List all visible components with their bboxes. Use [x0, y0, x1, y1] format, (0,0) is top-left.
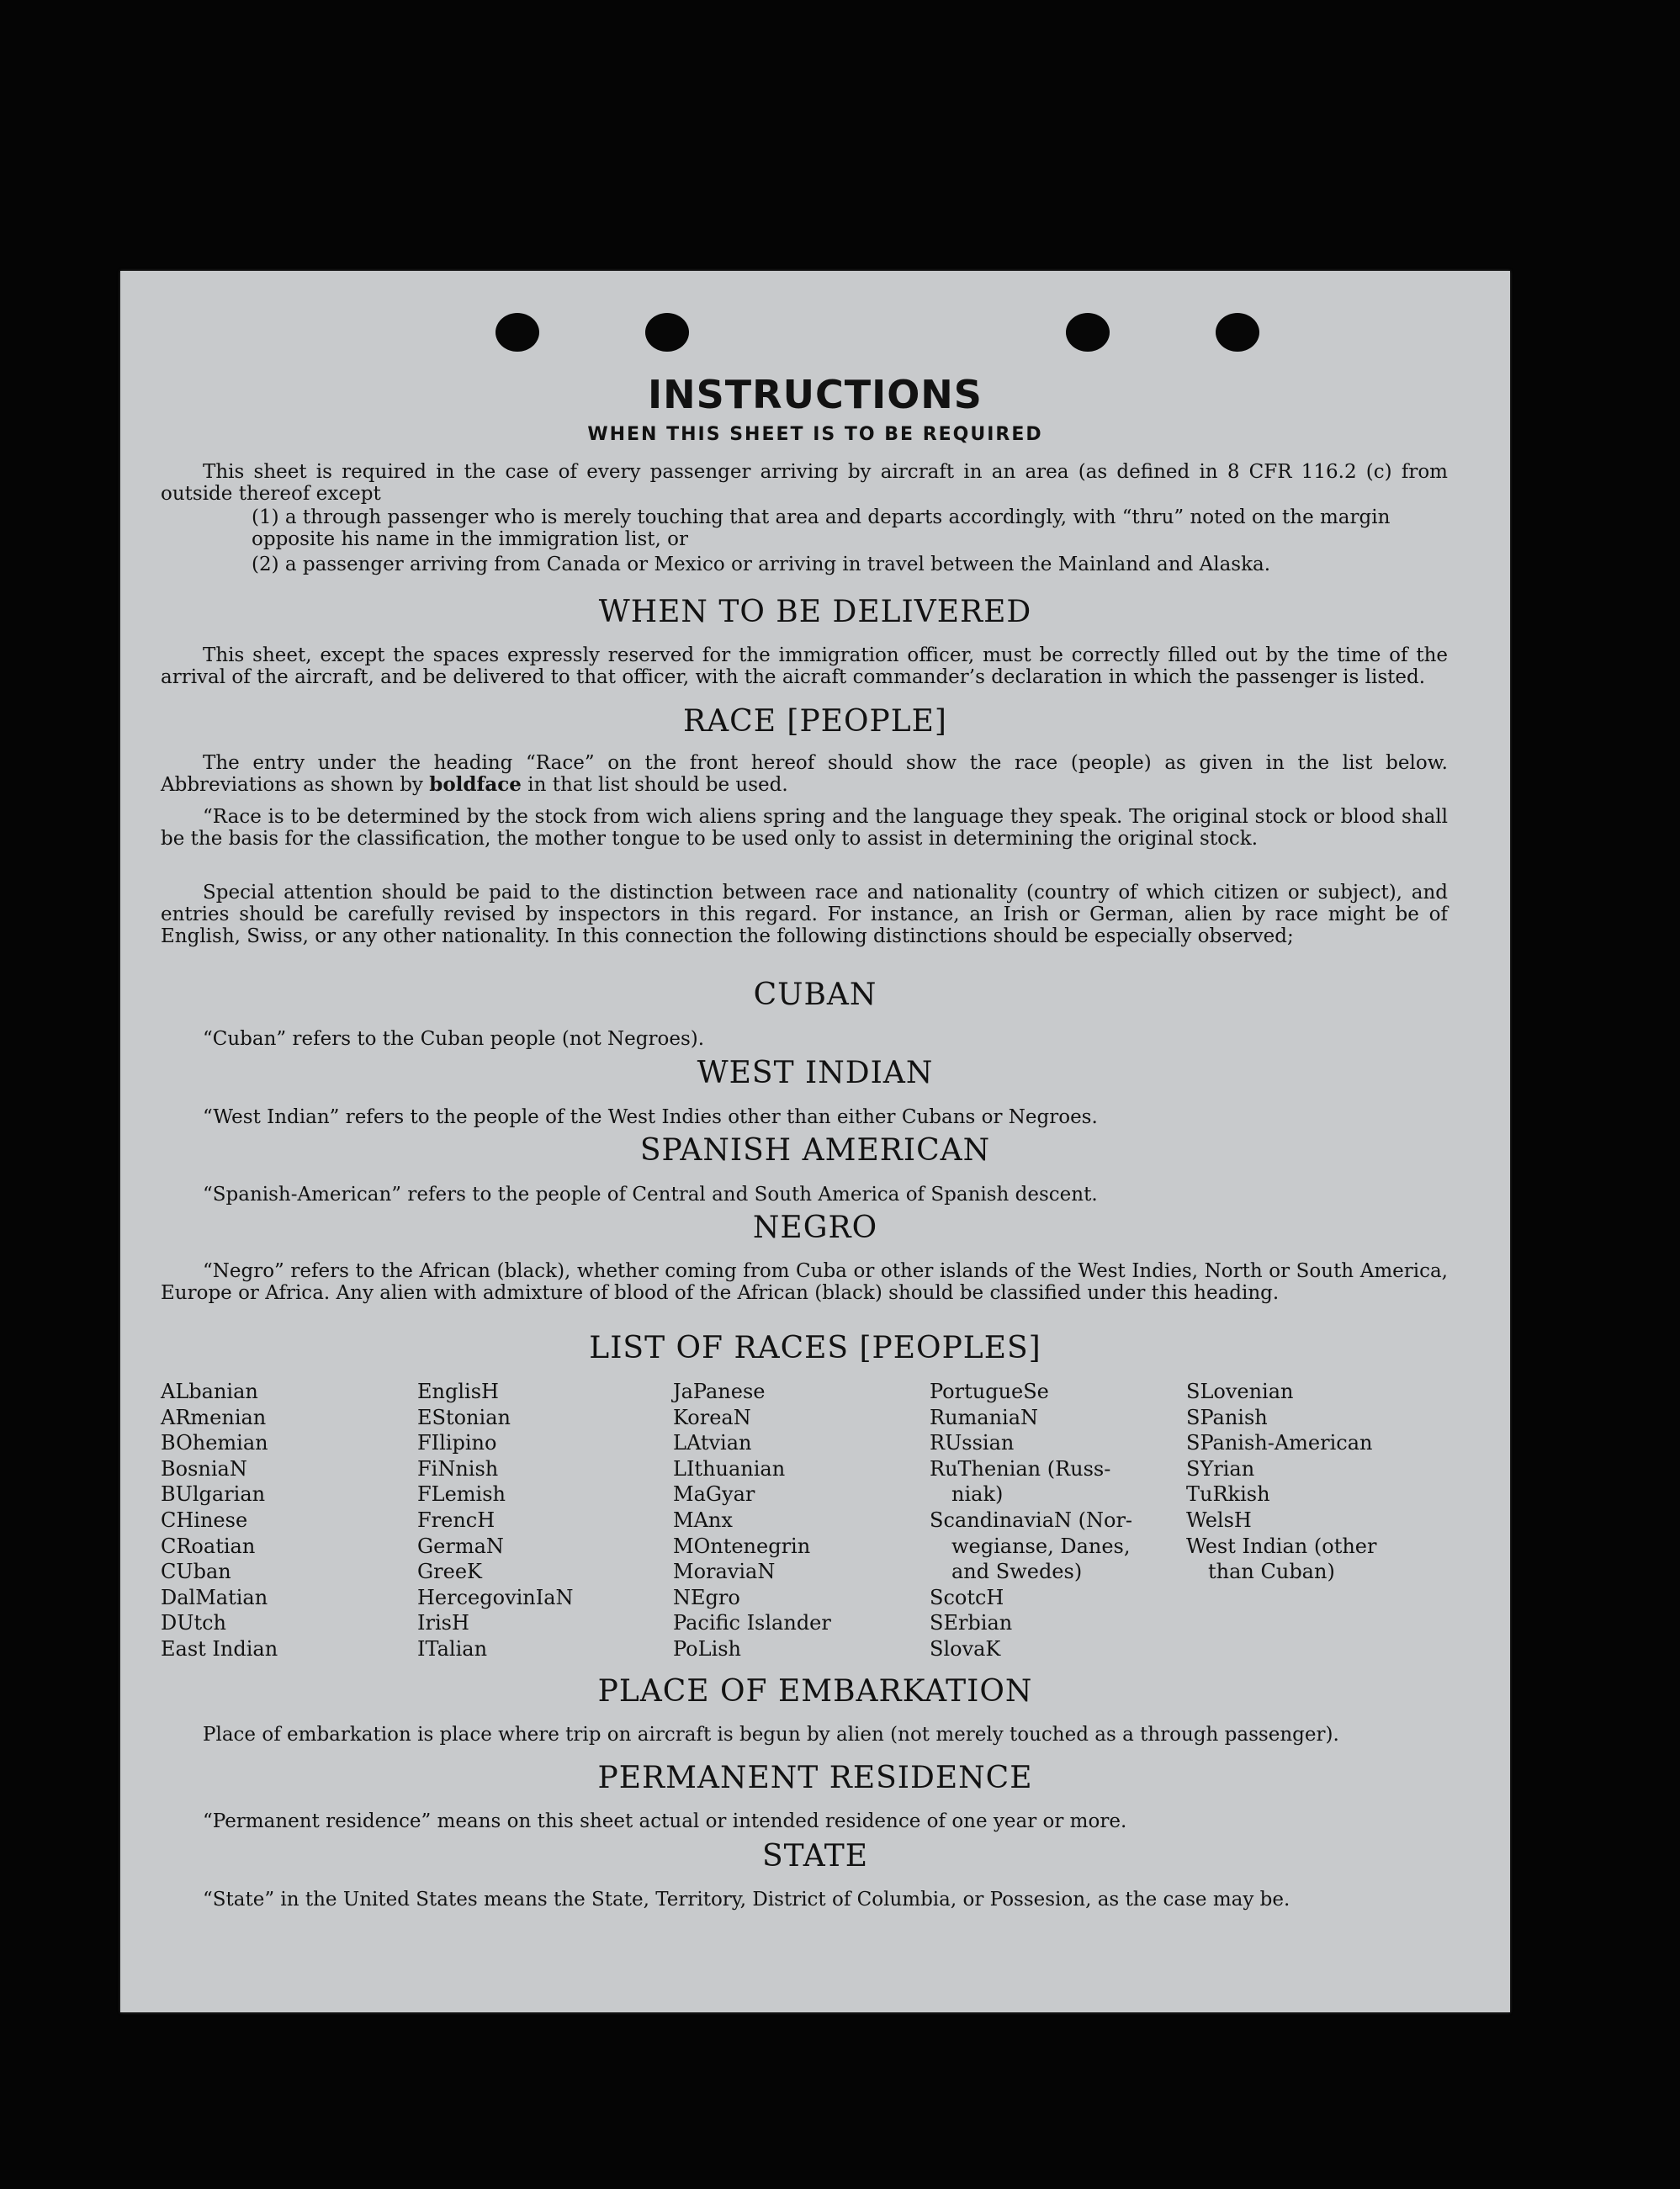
- race-paragraph-3: Special attention should be paid to the distinction between race and nationality (country of which citizen or subject), and entries should be carefully revised by inspectors in this regard. For instance, an Irish or German, alien by race might be of English, Swiss, or any other nationality. In this connection the following distinctions should be especially observed;: [161, 882, 1448, 947]
- race-item: West Indian (other: [1186, 1534, 1377, 1558]
- race-item: FrencH: [417, 1508, 496, 1532]
- race-item: BosniaN: [161, 1456, 247, 1481]
- heading-west-indian: WEST INDIAN: [697, 1056, 934, 1090]
- race-item-continued: and Swedes): [951, 1560, 1083, 1584]
- punch-hole: [645, 313, 689, 352]
- heading-permanent-residence: PERMANENT RESIDENCE: [597, 1761, 1033, 1795]
- document-page: [120, 271, 1510, 2012]
- race-item: MaGyar: [673, 1482, 755, 1507]
- heading-cuban: CUBAN: [753, 978, 877, 1012]
- race-item: EnglisH: [417, 1380, 499, 1403]
- race-item: ScandinaviaN (Nor-: [930, 1508, 1133, 1532]
- race-list-column-1: [161, 1379, 278, 1662]
- heading-negro: NEGRO: [752, 1211, 878, 1245]
- exception-item-1: (1) a through passenger who is merely touching that area and departs accordingly, with “thru” noted on the margin opposite his name in the immigration list, or: [252, 506, 1391, 550]
- race-paragraph-1: The entry under the heading “Race” on the front hereof should show the race (people) as given in the list below. Abbreviations as shown by boldface in that list should be used.: [161, 752, 1448, 796]
- race-item: MAnx: [673, 1508, 733, 1532]
- residence-paragraph: “Permanent residence” means on this sheet actual or intended residence of one year or more.: [203, 1810, 1127, 1832]
- race-item: DUtch: [161, 1611, 227, 1635]
- exception-item-2: (2) a passenger arriving from Canada or Mexico or arriving in travel between the Mainland and Alaska.: [252, 554, 1271, 575]
- race-item: SLovenian: [1186, 1380, 1294, 1403]
- race-item: ARmenian: [161, 1405, 267, 1429]
- intro-paragraph: This sheet is required in the case of every passenger arriving by aircraft in an area (as defined in 8 CFR 116.2 (c) from outside thereof except: [161, 461, 1448, 505]
- race-item: PortugueSe: [930, 1380, 1049, 1403]
- punch-hole: [496, 313, 539, 352]
- when-delivered-paragraph: This sheet, except the spaces expressly reserved for the immigration officer, must be correctly filled out by the time of the arrival of the aircraft, and be delivered to that officer, with the aicraft commander’s declaration in which the passenger is listed.: [161, 644, 1448, 688]
- race-item: East Indian: [161, 1636, 278, 1661]
- race-item: CRoatian: [161, 1534, 256, 1558]
- race-item: BUlgarian: [161, 1482, 266, 1507]
- boldface-word: boldface: [429, 773, 522, 796]
- negro-paragraph: “Negro” refers to the African (black), whether coming from Cuba or other islands of the West Indies, North or South America, Europe or Africa. Any alien with admixture of blood of the African (black) should be classified under this heading.: [161, 1260, 1448, 1304]
- state-paragraph: “State” in the United States means the State, Territory, District of Columbia, or Possesion, as the case may be.: [203, 1889, 1290, 1911]
- race-item: SlovaK: [930, 1636, 1001, 1661]
- race-item: ScotcH: [930, 1585, 1004, 1609]
- race-item: LIthuanian: [673, 1456, 786, 1481]
- race-item-continued: wegianse, Danes,: [951, 1534, 1131, 1558]
- spanish-american-paragraph: “Spanish-American” refers to the people of Central and South America of Spanish descent.: [203, 1184, 1098, 1206]
- race-item: SPanish: [1186, 1405, 1268, 1429]
- race-item: BOhemian: [161, 1431, 268, 1455]
- race-list-column-2: [417, 1379, 574, 1662]
- race-item: CHinese: [161, 1508, 248, 1532]
- race-list-column-5: [1186, 1379, 1376, 1585]
- race-item: EStonian: [417, 1405, 511, 1429]
- heading-list-of-races: LIST OF RACES [PEOPLES]: [589, 1331, 1041, 1365]
- race-list-column-4: [930, 1379, 1132, 1662]
- cuban-paragraph: “Cuban” refers to the Cuban people (not Negroes).: [203, 1028, 705, 1050]
- race-item: CUban: [161, 1560, 231, 1584]
- page-title: INSTRUCTIONS: [648, 372, 983, 417]
- page-subtitle: WHEN THIS SHEET IS TO BE REQUIRED: [587, 424, 1043, 445]
- heading-spanish-american: SPANISH AMERICAN: [639, 1133, 991, 1168]
- race-item: NEgro: [673, 1585, 740, 1609]
- race-paragraph-2: “Race is to be determined by the stock from wich aliens spring and the language they speak. The original stock or blood shall be the basis for the classification, the mother tongue to be used only to assist in determining the original stock.: [161, 806, 1448, 850]
- race-item: FiNnish: [417, 1456, 499, 1481]
- race-item: SYrian: [1186, 1456, 1255, 1481]
- heading-race: RACE [PEOPLE]: [683, 704, 947, 739]
- race-item: RUssian: [930, 1431, 1015, 1455]
- west-indian-paragraph: “West Indian” refers to the people of the West Indies other than either Cubans or Negroes.: [203, 1106, 1098, 1128]
- race-item: GreeK: [417, 1560, 482, 1584]
- heading-state: STATE: [761, 1839, 869, 1874]
- race-item: JaPanese: [673, 1380, 766, 1403]
- race-item: ITalian: [417, 1636, 488, 1661]
- race-item: KoreaN: [673, 1405, 751, 1429]
- punch-hole: [1216, 313, 1259, 352]
- heading-when-delivered: WHEN TO BE DELIVERED: [598, 595, 1032, 629]
- race-item: HercegovinIaN: [417, 1585, 574, 1609]
- race-item: MoraviaN: [673, 1560, 776, 1584]
- race-item: IrisH: [417, 1611, 469, 1635]
- race-item: PoLish: [673, 1636, 742, 1661]
- race-item: RumaniaN: [930, 1405, 1039, 1429]
- race-item: RuThenian (Russ-: [930, 1456, 1111, 1481]
- race-item: DalMatian: [161, 1585, 268, 1609]
- race-item: WelsH: [1186, 1508, 1252, 1532]
- heading-place-of-embarkation: PLACE OF EMBARKATION: [597, 1674, 1033, 1709]
- embarkation-paragraph: Place of embarkation is place where trip on aircraft is begun by alien (not merely touched as a through passenger).: [203, 1724, 1339, 1746]
- race-item: TuRkish: [1186, 1482, 1270, 1507]
- race-list-column-3: [673, 1379, 831, 1662]
- race-item: MOntenegrin: [673, 1534, 811, 1558]
- race-item: LAtvian: [673, 1431, 752, 1455]
- race-item: FIlipino: [417, 1431, 497, 1455]
- race-item-continued: niak): [951, 1482, 1004, 1507]
- race-item: ALbanian: [161, 1380, 258, 1403]
- race-item: GermaN: [417, 1534, 504, 1558]
- race-item: SErbian: [930, 1611, 1013, 1635]
- race-item: FLemish: [417, 1482, 506, 1507]
- race-item-continued: than Cuban): [1208, 1560, 1335, 1584]
- race-item: SPanish-American: [1186, 1431, 1373, 1455]
- race-item: Pacific Islander: [673, 1611, 831, 1635]
- punch-hole: [1066, 313, 1110, 352]
